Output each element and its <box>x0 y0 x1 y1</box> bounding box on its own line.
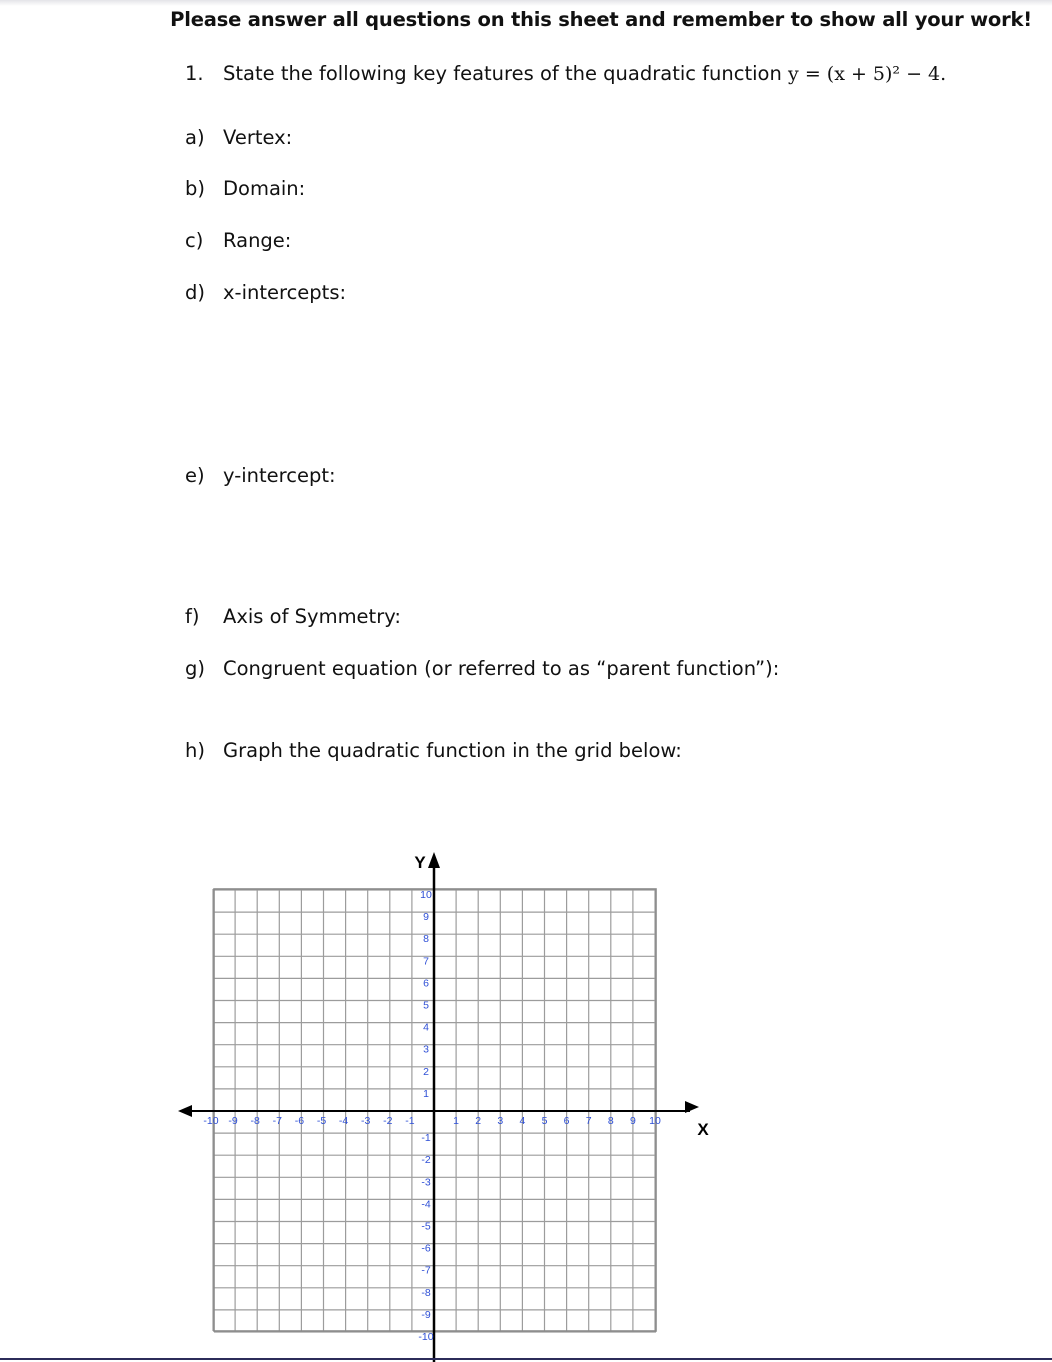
part-label: c) <box>185 229 204 252</box>
y-tick-label: 1 <box>423 1087 429 1100</box>
x-tick-label: 8 <box>607 1115 614 1127</box>
x-tick-label: 5 <box>541 1115 548 1127</box>
x-tick-label: 4 <box>519 1115 526 1127</box>
part-text: Range: <box>223 229 292 252</box>
y-tick-label: -9 <box>421 1308 431 1321</box>
x-tick-label: 6 <box>563 1115 570 1127</box>
x-tick-label: -5 <box>316 1115 327 1127</box>
x-tick-label: -3 <box>361 1115 371 1127</box>
y-tick-label: -1 <box>421 1132 431 1145</box>
instructions-header: Please answer all questions on this sheet and remember to show all your work! <box>170 8 1032 31</box>
x-tick-label: 7 <box>585 1115 592 1127</box>
y-tick-label: 7 <box>423 955 429 968</box>
part-label: e) <box>185 464 205 487</box>
y-tick-label: 10 <box>420 889 432 901</box>
y-tick-label: 3 <box>423 1043 429 1056</box>
x-tick-label: -8 <box>250 1115 260 1127</box>
y-tick-label: -3 <box>421 1176 431 1189</box>
y-tick-label: -7 <box>421 1264 431 1277</box>
x-tick-label: -4 <box>338 1115 349 1127</box>
x-tick-label: -7 <box>272 1115 282 1127</box>
question-prompt: State the following key features of the quadratic function <box>223 62 789 85</box>
part-label: a) <box>185 126 205 149</box>
part-text: x-intercepts: <box>223 281 347 304</box>
y-tick-label: 6 <box>423 977 429 990</box>
part-label: h) <box>185 739 205 762</box>
y-tick-label: 4 <box>423 1021 429 1034</box>
page-bottom-rule <box>0 1358 1052 1360</box>
x-tick-label: -1 <box>405 1115 415 1127</box>
y-tick-label: 8 <box>423 933 429 946</box>
y-tick-label: 2 <box>423 1065 429 1078</box>
part-label: d) <box>185 281 205 304</box>
y-tick-label: -2 <box>421 1154 431 1167</box>
question-number: 1. <box>185 62 204 85</box>
part-text: Graph the quadratic function in the grid below: <box>223 739 682 762</box>
y-tick-label: -6 <box>421 1242 431 1255</box>
x-tick-label: -9 <box>228 1115 238 1127</box>
x-tick-label: -2 <box>383 1115 393 1127</box>
x-axis-left-arrow <box>178 1105 192 1117</box>
y-tick-label: 9 <box>423 911 429 924</box>
x-tick-label: -6 <box>294 1115 305 1127</box>
part-text: Congruent equation (or referred to as “parent function”): <box>223 657 780 680</box>
part-text: Domain: <box>223 177 306 200</box>
y-tick-label: -10 <box>418 1331 434 1343</box>
x-tick-label: 1 <box>453 1115 460 1127</box>
x-tick-label: 10 <box>649 1115 661 1127</box>
part-text: Axis of Symmetry: <box>223 605 401 628</box>
y-tick-label: 5 <box>423 999 429 1012</box>
y-tick-label: -8 <box>421 1286 431 1299</box>
part-text: Vertex: <box>223 126 293 149</box>
y-axis-label: Y <box>414 853 426 872</box>
y-axis-up-arrow <box>428 852 440 868</box>
x-tick-label: 2 <box>475 1115 482 1127</box>
part-label: g) <box>185 657 205 680</box>
x-tick-label: 3 <box>497 1115 504 1127</box>
part-label: f) <box>185 605 200 628</box>
x-axis-label: X <box>697 1120 709 1139</box>
part-label: b) <box>185 177 205 200</box>
quadratic-function: y = (x + 5)² − 4. <box>788 63 947 85</box>
x-axis-right-arrow <box>685 1101 699 1113</box>
y-tick-label: -5 <box>421 1220 431 1233</box>
y-tick-label: -4 <box>421 1198 431 1211</box>
part-text: y-intercept: <box>223 464 336 487</box>
x-tick-label: -10 <box>203 1115 219 1127</box>
x-tick-label: 9 <box>629 1115 636 1127</box>
